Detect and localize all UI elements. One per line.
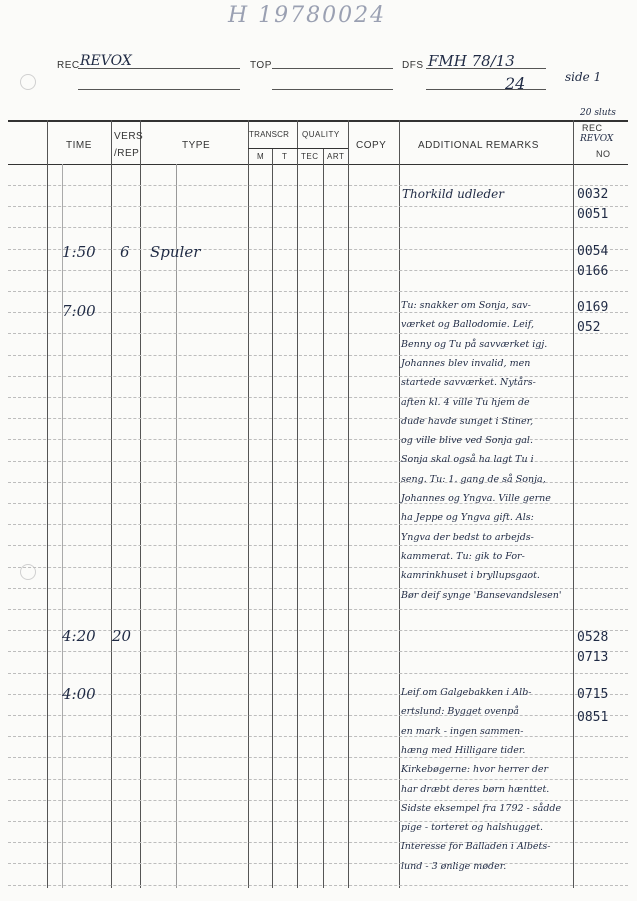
ruled-line [8, 651, 628, 652]
remark-line: hæng med Hilligare tider. [401, 745, 526, 756]
rec-underline-2 [78, 89, 240, 90]
side-note: side 1 [565, 70, 602, 84]
top-label: TOP [250, 60, 272, 71]
rec-number: 0851 [577, 710, 609, 725]
remark-line: ertslund: Bygget ovenpå [401, 706, 519, 717]
remark-line: Yngva der bedst to arbejds- [401, 532, 534, 543]
ruled-line [8, 673, 628, 674]
ruled-line [8, 545, 628, 546]
rec-number: 0715 [577, 687, 609, 702]
entry-time: 7:00 [62, 302, 96, 320]
col-quality-art: ART [327, 152, 345, 161]
remark-line: Thorkild udleder [402, 187, 505, 201]
ruled-line [8, 567, 628, 568]
ruled-line [8, 757, 628, 758]
col-divider [272, 148, 273, 888]
entry-vers: 6 [120, 243, 130, 261]
remark-line: seng. Tu: 1. gang de så Sonja, [401, 474, 546, 485]
rec-number: 0169 [577, 300, 609, 315]
top-underline [272, 68, 393, 69]
remark-line: Johannes blev invalid, men [401, 358, 531, 369]
ruled-line [8, 694, 628, 695]
col-rec-1: REC [582, 123, 603, 133]
col-divider [140, 120, 141, 888]
col-divider [47, 120, 48, 888]
col-rec-3: NO [596, 149, 611, 159]
col-transcr-t: T [282, 152, 288, 161]
table-header-bottom [8, 164, 628, 165]
ruled-line [8, 863, 628, 864]
ruled-line [8, 227, 628, 228]
ruled-line [8, 270, 628, 271]
remark-line: Interesse for Balladen i Albets- [401, 841, 551, 852]
remark-line: pige - torteret og halshugget. [401, 822, 543, 833]
ruled-line [8, 609, 628, 610]
dfs-underline-2 [426, 89, 546, 90]
remark-line: Tu: snakker om Sonja, sav- [401, 300, 531, 311]
ruled-line [8, 291, 628, 292]
remark-line: Leif om Galgebakken i Alb- [401, 687, 532, 698]
dfs-sub: 24 [505, 74, 526, 93]
remark-line: Kirkebøgerne: hvor herrer der [401, 764, 549, 775]
ruled-line [8, 185, 628, 186]
dfs-underline [426, 68, 546, 69]
transcr-subdivider [248, 148, 348, 149]
remark-line: Bør deif synge 'Bansevandslesen' [401, 590, 562, 601]
rec-value: REVOX [80, 53, 132, 69]
remark-line: har dræbt deres børn hænttet. [401, 784, 550, 795]
remark-line: kamrinkhuset i bryllupsgaot. [401, 570, 540, 581]
rec-number: 0713 [577, 650, 609, 665]
col-vers: VERS [114, 131, 144, 142]
ruled-line [8, 206, 628, 207]
top-underline-2 [272, 89, 393, 90]
ruled-line [8, 249, 628, 250]
ruled-line [8, 355, 628, 356]
rec-number: 0054 [577, 244, 609, 259]
rec-number: 0166 [577, 264, 609, 279]
col-transcr: TRANSCR [249, 130, 290, 139]
remark-line: en mark - ingen sammen- [401, 726, 524, 737]
ruled-line [8, 333, 628, 334]
remark-line: kammerat. Tu: gik to For- [401, 551, 525, 562]
col-divider [248, 120, 249, 888]
col-quality: QUALITY [302, 130, 340, 139]
remark-line: værket og Ballodomie. Leif, [401, 319, 534, 330]
remark-line: startede savværket. Nytårs- [401, 377, 536, 388]
ruled-line [8, 630, 628, 631]
rec-number: 052 [577, 320, 601, 335]
entry-type: Spuler [150, 243, 201, 261]
remark-line: Sidste eksempel fra 1792 - sådde [401, 803, 562, 814]
archive-id: H 19780024 [228, 3, 387, 28]
col-divider [399, 120, 400, 888]
col-type: TYPE [182, 140, 211, 151]
rec-number: 0051 [577, 207, 609, 222]
remark-line: Benny og Tu på savværket igj. [401, 339, 548, 350]
rec-number: 0528 [577, 630, 609, 645]
col-transcr-m: M [257, 152, 265, 161]
ruled-line [8, 736, 628, 737]
ruled-line [8, 715, 628, 716]
col-rec-2: REVOX [580, 134, 614, 144]
ruled-line [8, 885, 628, 886]
ruled-line [8, 588, 628, 589]
col-divider [348, 120, 349, 888]
ruled-line [8, 461, 628, 462]
table-top-border [8, 120, 628, 122]
remark-line: dude havde sunget i Stiner, [401, 416, 534, 427]
dfs-label: DFS [402, 60, 424, 71]
col-time: TIME [66, 140, 92, 151]
remark-line: Johannes og Yngva. Ville gerne [401, 493, 551, 504]
col-remarks: ADDITIONAL REMARKS [418, 140, 539, 151]
ruled-line [8, 439, 628, 440]
rec-label: REC [57, 60, 80, 71]
entry-time: 1:50 [62, 243, 96, 261]
ruled-line [8, 779, 628, 780]
remark-line: ha Jeppe og Yngva gift. Als: [401, 512, 534, 523]
ruled-line [8, 397, 628, 398]
corner-note: 20 sluts [580, 108, 616, 118]
col-divider [297, 120, 298, 888]
col-copy: COPY [356, 140, 387, 151]
rec-underline [78, 68, 240, 69]
entry-time: 4:20 [62, 627, 96, 645]
remark-line: lund - 3 ønlige møder. [401, 861, 507, 872]
remark-line: Sonja skal også ha lagt Tu i [401, 454, 534, 465]
binder-hole-top [20, 74, 36, 90]
remark-line: og ville blive ved Sonja gal. [401, 435, 533, 446]
entry-vers: 20 [112, 627, 132, 645]
col-divider [573, 120, 574, 888]
ruled-line [8, 312, 628, 313]
dfs-value: FMH 78/13 [428, 52, 515, 70]
ruled-line [8, 418, 628, 419]
col-divider [111, 120, 112, 888]
col-quality-tec: TEC [301, 152, 319, 161]
remark-line: aften kl. 4 ville Tu hjem de [401, 397, 530, 408]
ruled-line [8, 524, 628, 525]
ruled-line [8, 800, 628, 801]
col-rep: /REP [114, 148, 140, 159]
col-divider [323, 148, 324, 888]
rec-number: 0032 [577, 187, 609, 202]
entry-time: 4:00 [62, 685, 96, 703]
